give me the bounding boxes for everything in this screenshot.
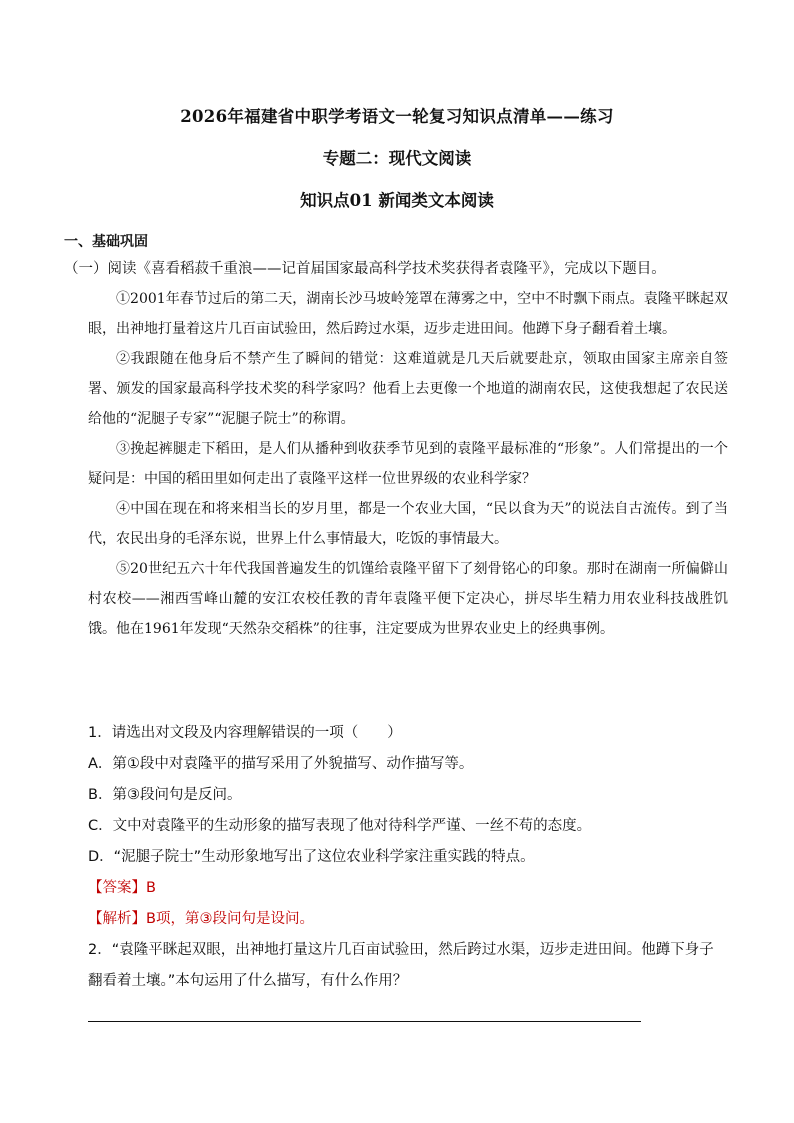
document-title: 2026年福建省中职学考语文一轮复习知识点清单——练习	[180, 107, 614, 126]
option-a: A．第①段中对袁隆平的描写采用了外貌描写、动作描写等。	[88, 756, 474, 772]
analysis-line	[88, 904, 728, 935]
article-text	[88, 284, 728, 644]
reading-intro: （一）阅读《喜看稻菽千重浪——记首届国家最高科学技术奖获得者袁隆平》，完成以下题目。	[64, 261, 666, 277]
option-d: D．“泥腿子院士”生动形象地写出了这位农业科学家注重实践的特点。	[88, 849, 535, 865]
option-b: B．第③段问句是反问。	[88, 787, 242, 803]
topic-subtitle: 专题二：现代文阅读	[322, 149, 472, 168]
question-1-stem: 1．请选出对文段及内容理解错误的一项（ ）	[88, 725, 402, 741]
option-c: C．文中对袁隆平的生动形象的描写表现了他对待科学严谨、一丝不苟的态度。	[88, 818, 592, 834]
article-paragraph-4: ④中国在现在和将来相当长的岁月里，都是一个农业大国，“民以食为天”的说法自古流传。到了当代，农民出身的毛泽东说，世界上什么事情最大，吃饭的事情最大。	[88, 501, 728, 547]
analysis-label: 【解析】	[88, 911, 146, 927]
answer-blank-line[interactable]	[88, 1021, 641, 1022]
answer-label: 【答案】	[88, 880, 146, 896]
answer-line	[88, 873, 728, 904]
article-paragraph-5: ⑤20世纪五六十年代我国普遍发生的饥馑给袁隆平留下了刻骨铭心的印象。那时在湖南一所偏僻山村农校——湘西雪峰山麓的安江农校任教的青年袁隆平便下定决心，拼尽毕生精力用农业科技战胜饥饿。他在1961年发现“天然杂交稻株”的往事，注定要成为世界农业史上的经典事例。	[88, 561, 728, 637]
article-paragraph-1: ①2001年春节过后的第二天，湖南长沙马坡岭笼罩在薄雾之中，空中不时飘下雨点。袁隆平眯起双眼，出神地打量着这片几百亩试验田，然后跨过水渠，迈步走进田间。他蹲下身子翻看着土壤。	[88, 291, 728, 337]
question-2-stem: 2．“袁隆平眯起双眼，出神地打量这片几百亩试验田，然后跨过水渠，迈步走进田间。他蹲下身子翻看着土壤。”本句运用了什么描写，有什么作用？	[88, 942, 714, 989]
article-paragraph-2: ②我跟随在他身后不禁产生了瞬间的错觉：这难道就是几天后就要赴京，领取由国家主席亲自签署、颁发的国家最高科学技术奖的科学家吗？他看上去更像一个地道的湖南农民，这使我想起了农民送给他的“泥腿子专家”“泥腿子院士”的称谓。	[88, 351, 728, 427]
question-1	[88, 718, 728, 997]
section-heading: 一、基础巩固	[64, 234, 148, 250]
analysis-value: B项，第③段问句是设问。	[146, 911, 314, 927]
answer-value: B	[146, 880, 156, 896]
article-paragraph-3: ③挽起裤腿走下稻田，是人们从播种到收获季节见到的袁隆平最标准的“形象”。人们常提出的一个疑问是：中国的稻田里如何走出了袁隆平这样一位世界级的农业科学家？	[88, 441, 728, 487]
knowledge-point-title: 知识点01 新闻类文本阅读	[300, 191, 494, 210]
